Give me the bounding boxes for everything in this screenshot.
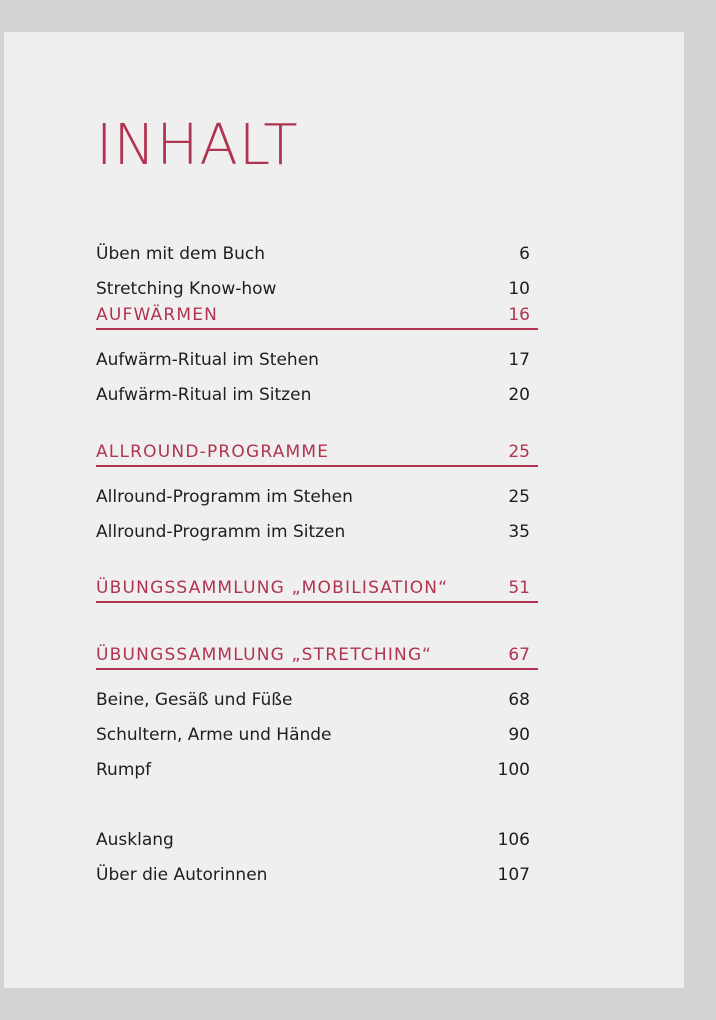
toc-entry bbox=[96, 486, 530, 508]
section-page: 25 bbox=[508, 442, 530, 462]
section-page: 67 bbox=[508, 645, 530, 665]
toc-entry-label: Ausklang bbox=[96, 830, 174, 850]
toc-entry bbox=[96, 243, 530, 265]
toc-entry bbox=[96, 689, 530, 711]
toc-section-heading bbox=[96, 577, 538, 603]
toc-entry-page: 17 bbox=[508, 350, 530, 370]
section-label: AUFWÄRMEN bbox=[96, 305, 219, 325]
toc-entry-page: 10 bbox=[508, 279, 530, 299]
toc-entry bbox=[96, 864, 530, 886]
toc-entry bbox=[96, 349, 530, 371]
toc-entry bbox=[96, 724, 530, 746]
toc-entry-label: Beine, Gesäß und Füße bbox=[96, 690, 293, 710]
toc-section-heading bbox=[96, 304, 538, 330]
toc-section-heading bbox=[96, 644, 538, 670]
toc-entry-page: 35 bbox=[508, 522, 530, 542]
toc-entry bbox=[96, 384, 530, 406]
section-label: ÜBUNGSSAMMLUNG „MOBILISATION“ bbox=[96, 578, 449, 598]
toc-entry-label: Aufwärm-Ritual im Sitzen bbox=[96, 385, 312, 405]
toc-entry-label: Schultern, Arme und Hände bbox=[96, 725, 332, 745]
toc-entry-label: Üben mit dem Buch bbox=[96, 244, 265, 264]
toc-entry bbox=[96, 521, 530, 543]
section-page: 51 bbox=[508, 578, 530, 598]
section-label: ALLROUND-PROGRAMME bbox=[96, 442, 330, 462]
toc-entry-page: 100 bbox=[497, 760, 530, 780]
toc-entry-label: Stretching Know-how bbox=[96, 279, 277, 299]
book-page bbox=[4, 32, 684, 988]
toc-entry-page: 20 bbox=[508, 385, 530, 405]
toc-entry-label: Allround-Programm im Sitzen bbox=[96, 522, 346, 542]
toc-entry-page: 106 bbox=[497, 830, 530, 850]
toc-entry-page: 25 bbox=[508, 487, 530, 507]
toc-entry-page: 107 bbox=[497, 865, 530, 885]
toc-entry bbox=[96, 829, 530, 851]
toc-entry bbox=[96, 278, 530, 300]
toc-entry-label: Aufwärm-Ritual im Stehen bbox=[96, 350, 319, 370]
toc-entry bbox=[96, 759, 530, 781]
toc-entry-label: Rumpf bbox=[96, 760, 152, 780]
toc-entry-page: 68 bbox=[508, 690, 530, 710]
toc-entry-page: 6 bbox=[519, 244, 530, 264]
section-page: 16 bbox=[508, 305, 530, 325]
page-title: INHALT bbox=[96, 113, 299, 178]
section-label: ÜBUNGSSAMMLUNG „STRETCHING“ bbox=[96, 645, 432, 665]
toc-section-heading bbox=[96, 441, 538, 467]
toc-entry-page: 90 bbox=[508, 725, 530, 745]
toc-entry-label: Über die Autorinnen bbox=[96, 865, 268, 885]
toc-entry-label: Allround-Programm im Stehen bbox=[96, 487, 353, 507]
